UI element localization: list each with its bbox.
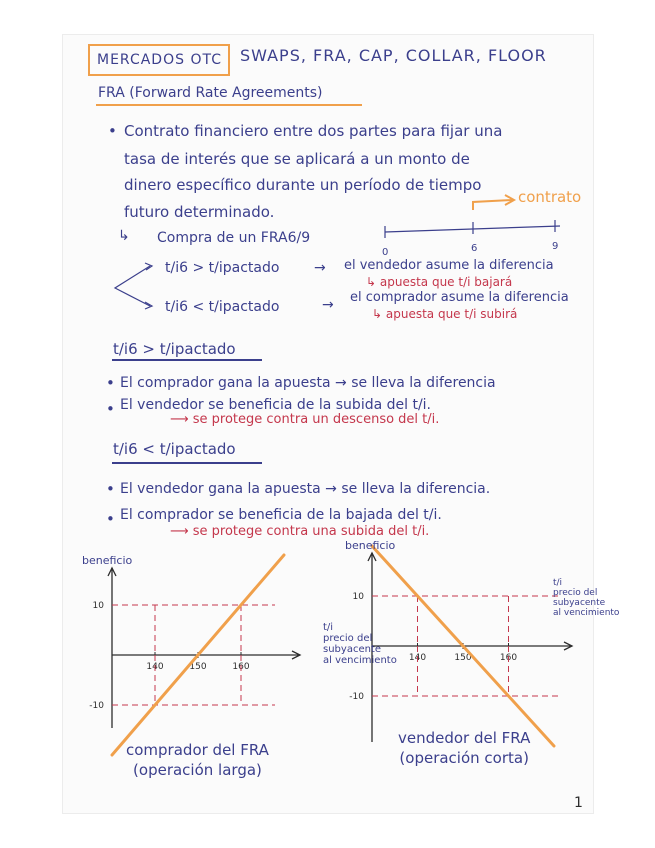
x-tick-label: 150: [189, 662, 207, 672]
timeline-tick-label: 9: [552, 241, 559, 252]
header-box-label: MERCADOS OTC: [97, 52, 222, 68]
x-tick-label: 140: [146, 662, 164, 672]
caption-line: comprador del FRA: [126, 741, 269, 759]
y-tick-label: 10: [352, 592, 364, 602]
definition-line: futuro determinado.: [124, 203, 275, 221]
case-down-condition: t/i6 < t/ipactado: [165, 299, 280, 315]
section2-line: El comprador se beneficia de la bajada del t/i.: [120, 507, 442, 523]
definition-line: tasa de interés que se aplicará a un monto de: [124, 150, 470, 168]
case-up-condition: t/i6 > t/ipactado: [165, 260, 280, 276]
compra-text: Compra de un FRA6/9: [157, 230, 311, 246]
bullet: •: [108, 122, 117, 140]
xlabel-line: t/i: [323, 622, 334, 633]
x-tick-label: 160: [232, 662, 250, 672]
caption-line: (operación larga): [133, 761, 262, 779]
xlabel-line: subyacente: [553, 598, 606, 608]
definition-line: Contrato financiero entre dos partes para fijar una: [124, 122, 503, 140]
y-tick-label: -10: [349, 692, 364, 702]
timeline-tick-label: 0: [382, 247, 389, 258]
section1-line: El comprador gana la apuesta → se lleva la diferencia: [120, 375, 496, 391]
caption-line: (operación corta): [399, 749, 529, 767]
y-tick-label: -10: [89, 701, 104, 711]
case-up-note: ↳ apuesta que t/i bajará: [366, 275, 513, 289]
chart-right-caption: [398, 728, 530, 768]
section2-line: El vendedor gana la apuesta → se lleva la diferencia.: [120, 481, 491, 497]
bullet: •: [106, 480, 115, 498]
xlabel-line: subyacente: [323, 644, 382, 655]
timeline-tick-label: 6: [471, 243, 478, 254]
x-tick-label: 140: [408, 653, 427, 663]
case-down-result: el comprador asume la diferencia: [350, 290, 569, 305]
section1-line: El vendedor se beneficia de la subida del t/i.: [120, 397, 432, 413]
chart-left-xlabel: [323, 622, 397, 666]
bullet: •: [106, 374, 115, 392]
section2-heading: t/i6 < t/ipactado: [113, 440, 236, 458]
case-up-result: el vendedor asume la diferencia: [344, 258, 554, 273]
section2-note: ⟶ se protege contra una subida del t/i.: [170, 524, 430, 539]
xlabel-line: al vencimiento: [553, 608, 620, 618]
definition-line: dinero específico durante un período de tiempo: [124, 176, 482, 194]
chart-right-xlabel: [553, 578, 619, 618]
section1-note: ⟶ se protege contra un descenso del t/i.: [170, 412, 440, 427]
case-down-arrow: →: [322, 297, 334, 313]
chart-right-ylabel: beneficio: [345, 539, 396, 552]
case-down-note: ↳ apuesta que t/i subirá: [372, 307, 518, 321]
section1-heading: t/i6 > t/ipactado: [113, 340, 236, 358]
y-tick-label: 10: [92, 601, 104, 611]
x-tick-label: 160: [499, 653, 518, 663]
chart-left-ylabel: beneficio: [82, 554, 133, 567]
xlabel-line: precio del: [323, 633, 373, 644]
chart-left-caption: [126, 740, 269, 780]
header-topics: SWAPS, FRA, CAP, COLLAR, FLOOR: [240, 46, 547, 65]
caption-line: vendedor del FRA: [398, 729, 531, 747]
bullet: •: [106, 510, 115, 528]
bullet: •: [106, 400, 115, 418]
xlabel-line: precio del: [553, 588, 598, 598]
compra-arrow: ↳: [118, 228, 130, 244]
xlabel-line: al vencimiento: [323, 655, 397, 666]
timeline-contrato-label: contrato: [518, 188, 582, 206]
xlabel-line: t/i: [553, 578, 563, 588]
page-number: 1: [574, 795, 583, 811]
x-tick-label: 150: [454, 653, 472, 663]
case-up-arrow: →: [314, 260, 326, 276]
fra-title: FRA (Forward Rate Agreements): [98, 85, 323, 101]
